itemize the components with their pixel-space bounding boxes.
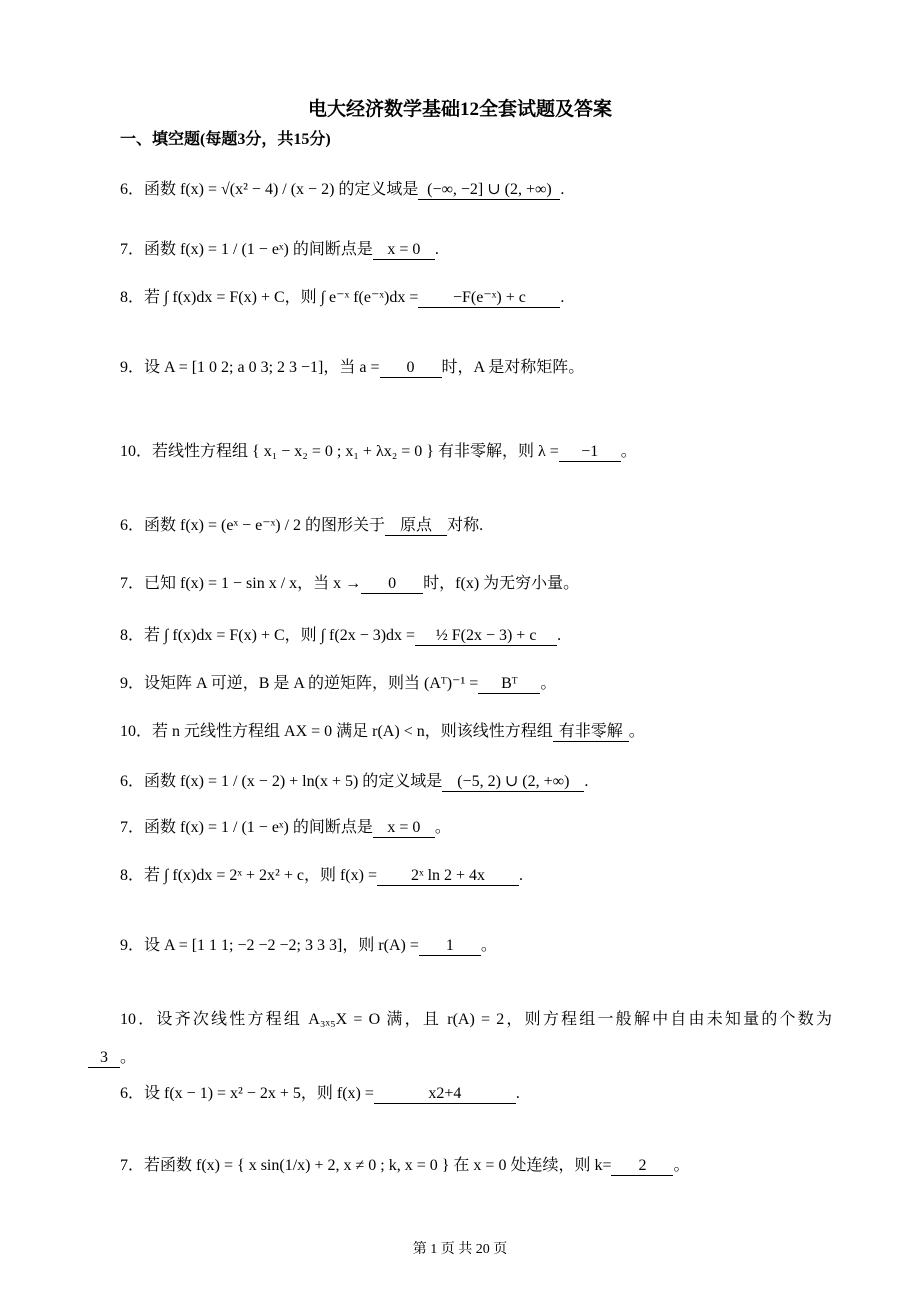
question-number: 10． [120, 723, 153, 740]
answer-blank: (−∞, −2] ∪ (2, +∞) [418, 179, 560, 200]
question-number: 7． [120, 241, 145, 258]
question-number: 9． [120, 675, 145, 692]
question-number: 10． [120, 443, 153, 460]
question-number: 8． [120, 867, 145, 884]
question-text: 函数 f(x) = (eˣ − e⁻ˣ) / 2 的图形关于 [144, 517, 386, 534]
question-text: 若 ∫ f(x)dx = F(x) + C，则 ∫ f(2x − 3)dx = [144, 627, 416, 644]
question-number: 6． [120, 1085, 145, 1102]
question-number: 6． [120, 773, 145, 790]
question-end: . [434, 241, 439, 258]
question-end: 。 [628, 723, 645, 740]
question-text: 函数 f(x) = √(x² − 4) / (x − 2) 的定义域是 [144, 181, 419, 198]
answer-blank: 0 [380, 359, 442, 378]
question-number: 9． [120, 937, 145, 954]
question-text: 设 f(x − 1) = x² − 2x + 5，则 f(x) = [144, 1085, 374, 1102]
question-end: 。 [480, 937, 497, 954]
answer-blank: 2ˣ ln 2 + 4x [377, 867, 519, 886]
question-line [120, 718, 645, 742]
question-line [120, 670, 556, 694]
answer-blank: −1 [559, 443, 621, 462]
question-text: 设齐次线性方程组 A₃ₓ₅X = O 满，且 r(A) = 2，则方程组一般解中自由未知量的个数为 [156, 1011, 832, 1028]
question-number: 7． [120, 1157, 145, 1174]
question-line [120, 768, 588, 792]
page-footer: 第 1 页 共 20 页 [412, 1242, 508, 1257]
question-end: . [584, 773, 589, 790]
question-line [120, 512, 483, 536]
question-text: 已知 f(x) = 1 − sin x / x，当 x → [144, 575, 362, 592]
question-text: 若 ∫ f(x)dx = 2ˣ + 2x² + c，则 f(x) = [144, 867, 377, 884]
question-text: 若线性方程组 { x₁ − x₂ = 0 ; x₁ + λx₂ = 0 } 有非零解，则 λ = [152, 443, 559, 460]
question-text: 函数 f(x) = 1 / (x − 2) + ln(x + 5) 的定义域是 [144, 773, 443, 790]
question-line-continuation [88, 1044, 136, 1068]
question-number: 8． [120, 627, 145, 644]
question-line [120, 1080, 520, 1104]
question-number: 6． [120, 181, 145, 198]
question-end: . [557, 627, 562, 644]
answer-blank: x = 0 [373, 819, 435, 838]
question-text: 若 n 元线性方程组 AX = 0 满足 r(A) < n，则该线性方程组 [152, 723, 553, 740]
question-line [120, 1152, 690, 1176]
answer-blank: ½ F(2x − 3) + c [415, 627, 557, 646]
answer-blank: 0 [361, 575, 423, 594]
question-end: . [519, 867, 523, 884]
answer-blank: 原点 [385, 512, 447, 536]
question-number: 6． [120, 517, 145, 534]
question-line [120, 236, 439, 260]
question-end: . [560, 289, 565, 306]
question-line [120, 932, 497, 956]
question-end: 。 [120, 1049, 137, 1066]
question-number: 8． [120, 289, 145, 306]
question-text: 若 ∫ f(x)dx = F(x) + C，则 ∫ e⁻ˣ f(e⁻ˣ)dx = [144, 289, 419, 306]
answer-blank: x = 0 [373, 241, 435, 260]
question-end: 。 [673, 1157, 690, 1174]
question-end: 。 [540, 675, 557, 692]
question-line [120, 354, 584, 378]
question-text: 设 A = [1 0 2; a 0 3; 2 3 −1]，当 a = [144, 359, 380, 376]
answer-blank: (−5, 2) ∪ (2, +∞) [442, 771, 584, 792]
question-line [120, 284, 564, 308]
question-end: 对称. [447, 517, 484, 534]
section-heading: 一、填空题(每题3分，共15分) [120, 131, 331, 148]
question-end: 。 [620, 443, 637, 460]
question-end: 时，f(x) 为无穷小量。 [423, 575, 580, 592]
question-text: 设 A = [1 1 1; −2 −2 −2; 3 3 3]，则 r(A) = [144, 937, 419, 954]
question-line [120, 176, 564, 200]
question-number: 7． [120, 575, 145, 592]
answer-blank: 2 [611, 1157, 673, 1176]
question-text: 设矩阵 A 可逆，B 是 A 的逆矩阵，则当 (Aᵀ)⁻¹ = [144, 675, 479, 692]
question-line [120, 622, 561, 646]
document-title: 电大经济数学基础12全套试题及答案 [307, 99, 612, 120]
question-text: 若函数 f(x) = { x sin(1/x) + 2, x ≠ 0 ; k, x = 0 } 在 x = 0 处连续，则 k= [144, 1157, 612, 1174]
answer-blank: 1 [419, 937, 481, 956]
answer-blank: Bᵀ [478, 675, 540, 694]
question-end: 。 [434, 819, 451, 836]
question-line [120, 438, 637, 462]
question-line [120, 1006, 832, 1029]
question-end: 时，A 是对称矩阵。 [441, 359, 585, 376]
question-text: 函数 f(x) = 1 / (1 − eˣ) 的间断点是 [144, 819, 373, 836]
answer-blank: x2+4 [374, 1085, 516, 1104]
question-end: . [515, 1085, 520, 1102]
question-number: 7． [120, 819, 145, 836]
question-number: 10． [120, 1011, 157, 1028]
question-text: 函数 f(x) = 1 / (1 − eˣ) 的间断点是 [144, 241, 373, 258]
question-line [120, 814, 451, 838]
answer-blank: 有非零解 [553, 718, 629, 742]
question-line [120, 862, 523, 886]
question-number: 9． [120, 359, 145, 376]
question-end: . [560, 181, 565, 198]
answer-blank: −F(e⁻ˣ) + c [418, 287, 560, 308]
answer-blank: 3 [88, 1049, 120, 1068]
question-line [120, 570, 579, 594]
